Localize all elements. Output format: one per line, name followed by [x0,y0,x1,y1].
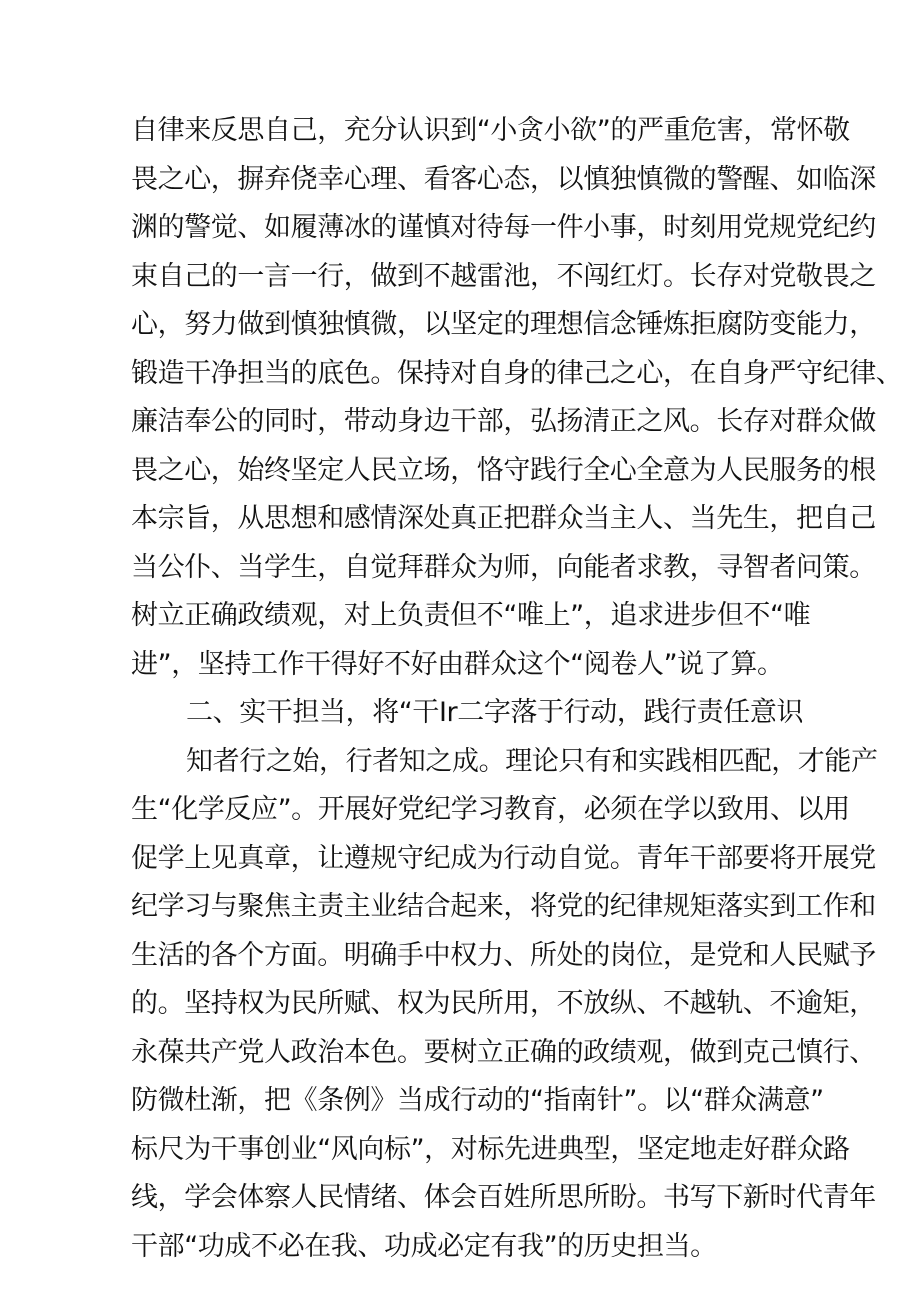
text-line: 促学上见真章，让遵规守纪成为行动自觉。青年干部要将开展党 [131,842,876,874]
text-line: 渊的警觉、如履薄冰的谨慎对待每一件小事，时刻用党规党纪约 [131,212,876,243]
text-line: 标尺为干事创业“风向标”，对标先进典型，坚定地走好群众路 [131,1133,850,1165]
text-line: 防微杜渐，把《条例》当成行动的“指南针”。以“群众满意” [131,1085,824,1116]
text-line: 当公仆、当学生，自觉拜群众为师，向能者求教，寻智者问策。 [131,551,876,583]
text-line: 自律来反思自己，充分认识到“小贪小欲”的严重危害，常怀敬 [131,115,850,146]
text-line: 生“化学反应”。开展好党纪学习教育，必须在学以致用、以用 [131,794,850,825]
text-line: 永葆共产党人政治本色。要树立正确的政绩观，做到克己慎行、 [131,1036,876,1068]
text-line: 生活的各个方面。明确手中权力、所处的岗位，是党和人民赋予 [131,939,876,971]
text-line: 本宗旨，从思想和感情深处真正把群众当主人、当先生，把自己 [131,503,876,534]
text-line: 畏之心，摒弃侥幸心理、看客心态，以慎独慎微的警醒、如临深 [131,163,876,195]
text-line: 树立正确政绩观，对上负责但不“唯上”，追求进步但不“唯 [131,600,811,631]
text-line: 纪学习与聚焦主责主业结合起来，将党的纪律规矩落实到工作和 [131,891,876,922]
body-text [131,107,903,1271]
text-line: 心，努力做到慎独慎微，以坚定的理想信念锤炼拒腐防变能力， [131,309,876,340]
text-line: 知者行之始，行者知之成。理论只有和实践相匹配，才能产 [186,745,878,777]
text-line: 廉洁奉公的同时，带动身边干部，弘扬清正之风。长存对群众做 [131,406,876,437]
section-heading: 二、实干担当，将“干Ir二字落于行动，践行责任意识 [186,697,804,728]
text-line: 锻造干净担当的底色。保持对自身的律己之心，在自身严守纪律、 [131,357,903,389]
text-line: 进”，坚持工作干得好不好由群众这个“阅卷人”说了算。 [131,648,784,680]
text-line: 线，学会体察人民情绪、体会百姓所思所盼。书写下新时代青年 [131,1182,876,1213]
text-line: 束自己的一言一行，做到不越雷池，不闯红灯。长存对党敬畏之 [131,260,876,292]
text-line: 干部“功成不必在我、功成必定有我”的历史担当。 [131,1230,717,1262]
text-line: 的。坚持权为民所赋、权为民所用，不放纵、不越轨、不逾矩， [131,988,876,1019]
text-line: 畏之心，始终坚定人民立场，恪守践行全心全意为人民服务的根 [131,454,876,486]
